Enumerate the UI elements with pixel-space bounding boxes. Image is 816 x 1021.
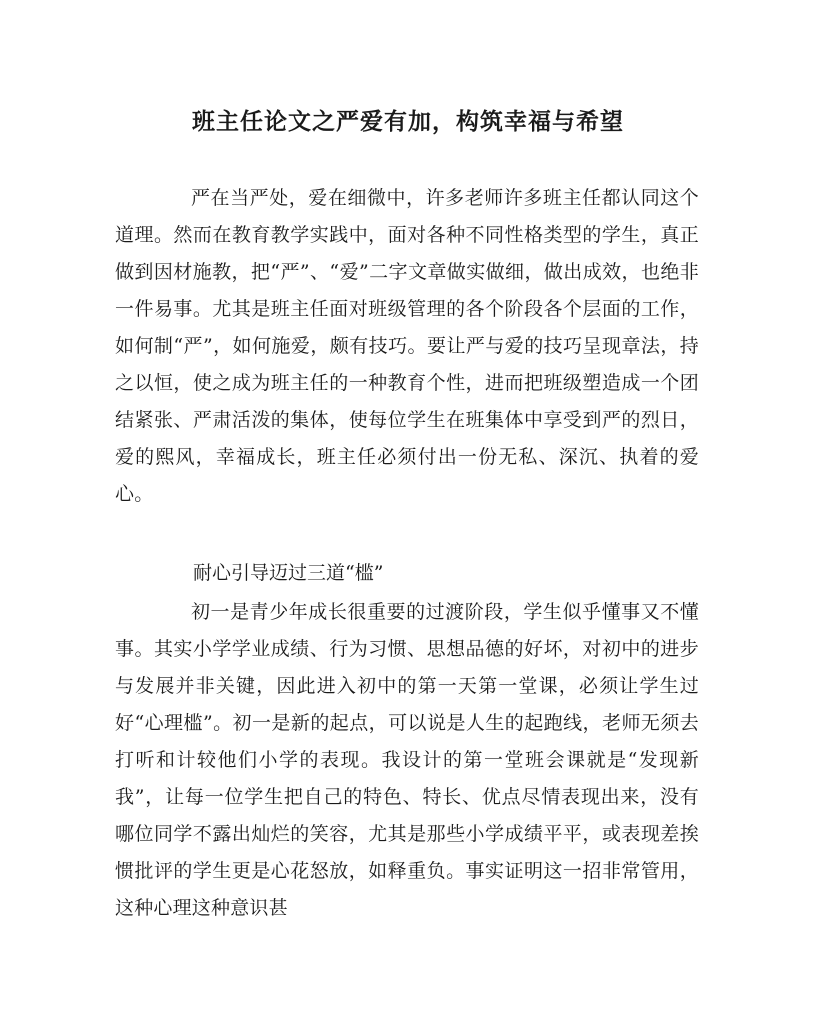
intro-paragraph: 严在当严处，爱在细微中，许多老师许多班主任都认同这个道理。然而在教育教学实践中，面对各种不同性格类型的学生，真正做到因材施教，把“严”、“爱”二字文章做实做细，做出成效，也绝非一件易事。尤其是班主任面对班级管理的各个阶段各个层面的工作，如何制“严”，如何施爱，颇有技巧。要让严与爱的技巧呈现章法，持之以恒，使之成为班主任的一种教育个性，进而把班级塑造成一个团结紧张、严肃活泼的集体，使每位学生在班集体中享受到严的烈日，爱的熙风，幸福成长，班主任必须付出一份无私、深沉、执着的爱心。	[115, 187, 699, 505]
section-paragraph: 初一是青少年成长很重要的过渡阶段，学生似乎懂事又不懂事。其实小学学业成绩、行为习惯、思想品德的好坏，对初中的进步与发展并非关键，因此进入初中的第一天第一堂课，必须让学生过好“心理槛”。初一是新的起点，可以说是人生的起跑线，老师无须去打听和计较他们小学的表现。我设计的第一堂班会课就是“发现新我”，让每一位学生把自己的特色、特长、优点尽情表现出来，没有哪位同学不露出灿烂的笑容，尤其是那些小学成绩平平，或表现差挨惯批评的学生更是心花怒放，如释重负。事实证明这一招非常管用，这种心理这种意识甚	[115, 601, 699, 919]
document-title: 班主任论文之严爱有加，构筑幸福与希望	[192, 108, 624, 135]
section-heading: 耐心引导迈过三道“槛”	[193, 562, 384, 584]
